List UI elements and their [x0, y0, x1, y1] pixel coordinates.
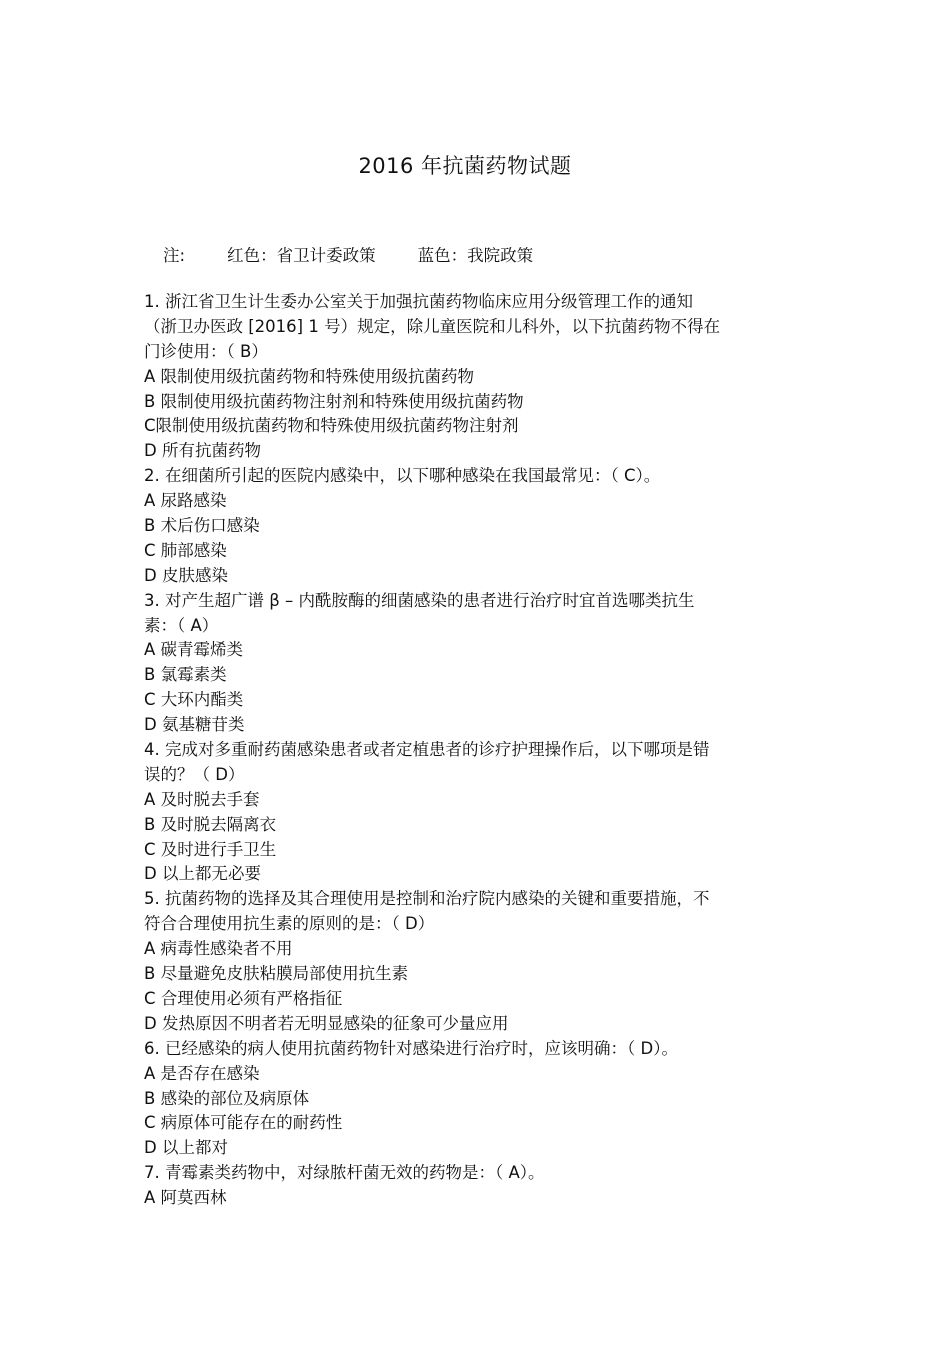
text-line: B 术后伤口感染	[144, 516, 260, 536]
text-line: 6. 已经感染的病人使用抗菌药物针对感染进行治疗时，应该明确：（ D）。	[144, 1038, 678, 1058]
text-line: A 病毒性感染者不用	[144, 939, 293, 959]
note-red-legend: 红色：省卫计委政策	[227, 246, 376, 265]
color-legend-note	[163, 242, 575, 266]
text-line: D 以上都无必要	[144, 864, 261, 884]
text-line: D 所有抗菌药物	[144, 441, 261, 461]
text-line: 2. 在细菌所引起的医院内感染中，以下哪种感染在我国最常见：（ C）。	[144, 466, 661, 486]
text-line: C 大环内酯类	[144, 690, 244, 710]
text-line: A 是否存在感染	[144, 1063, 260, 1083]
text-line: D 氨基糖苷类	[144, 715, 245, 735]
text-line: C 及时进行手卫生	[144, 839, 277, 859]
text-line: B 氯霉素类	[144, 665, 227, 685]
text-line: D 以上都对	[144, 1138, 228, 1158]
text-line: C限制使用级抗菌药物和特殊使用级抗菌药物注射剂	[144, 416, 519, 436]
text-line: B 及时脱去隔离衣	[144, 814, 277, 834]
question-list	[144, 290, 784, 1211]
text-line: 7. 青霉素类药物中，对绿脓杆菌无效的药物是：（ A）。	[144, 1163, 545, 1183]
note-label: 注:	[163, 246, 186, 265]
text-line: A 及时脱去手套	[144, 789, 260, 809]
text-line: D 发热原因不明者若无明显感染的征象可少量应用	[144, 1013, 509, 1033]
text-line: C 肺部感染	[144, 540, 227, 560]
text-line: A 碳青霉烯类	[144, 640, 244, 660]
text-line: B 感染的部位及病原体	[144, 1088, 310, 1108]
text-line: A 限制使用级抗菌药物和特殊使用级抗菌药物	[144, 366, 475, 386]
text-line: 门诊使用：（ B）	[144, 341, 268, 361]
text-line: 符合合理使用抗生素的原则的是：（ D）	[144, 914, 435, 934]
text-line: D 皮肤感染	[144, 565, 228, 585]
text-line: 4. 完成对多重耐药菌感染患者或者定植患者的诊疗护理操作后，以下哪项是错	[144, 740, 710, 760]
text-line: A 阿莫西林	[144, 1188, 227, 1208]
text-line: 误的？（ D）	[144, 764, 245, 784]
text-line: 5. 抗菌药物的选择及其合理使用是控制和治疗院内感染的关键和重要措施，不	[144, 889, 710, 909]
text-line: 3. 对产生超广谱 β – 内酰胺酶的细菌感染的患者进行治疗时宜首选哪类抗生	[144, 590, 695, 610]
note-blue-legend: 蓝色：我院政策	[417, 246, 534, 265]
text-line: （浙卫办医政 [2016] 1 号）规定，除儿童医院和儿科外，以下抗菌药物不得在	[144, 316, 721, 336]
page-title: 2016 年抗菌药物试题	[358, 154, 572, 178]
text-line: C 病原体可能存在的耐药性	[144, 1113, 343, 1133]
text-line: A 尿路感染	[144, 491, 227, 511]
text-line: B 限制使用级抗菌药物注射剂和特殊使用级抗菌药物	[144, 391, 524, 411]
text-line: B 尽量避免皮肤粘膜局部使用抗生素	[144, 964, 409, 984]
text-line: C 合理使用必须有严格指征	[144, 988, 343, 1008]
text-line: 1. 浙江省卫生计生委办公室关于加强抗菌药物临床应用分级管理工作的通知	[144, 292, 693, 311]
text-line: 素：（ A）	[144, 615, 219, 635]
